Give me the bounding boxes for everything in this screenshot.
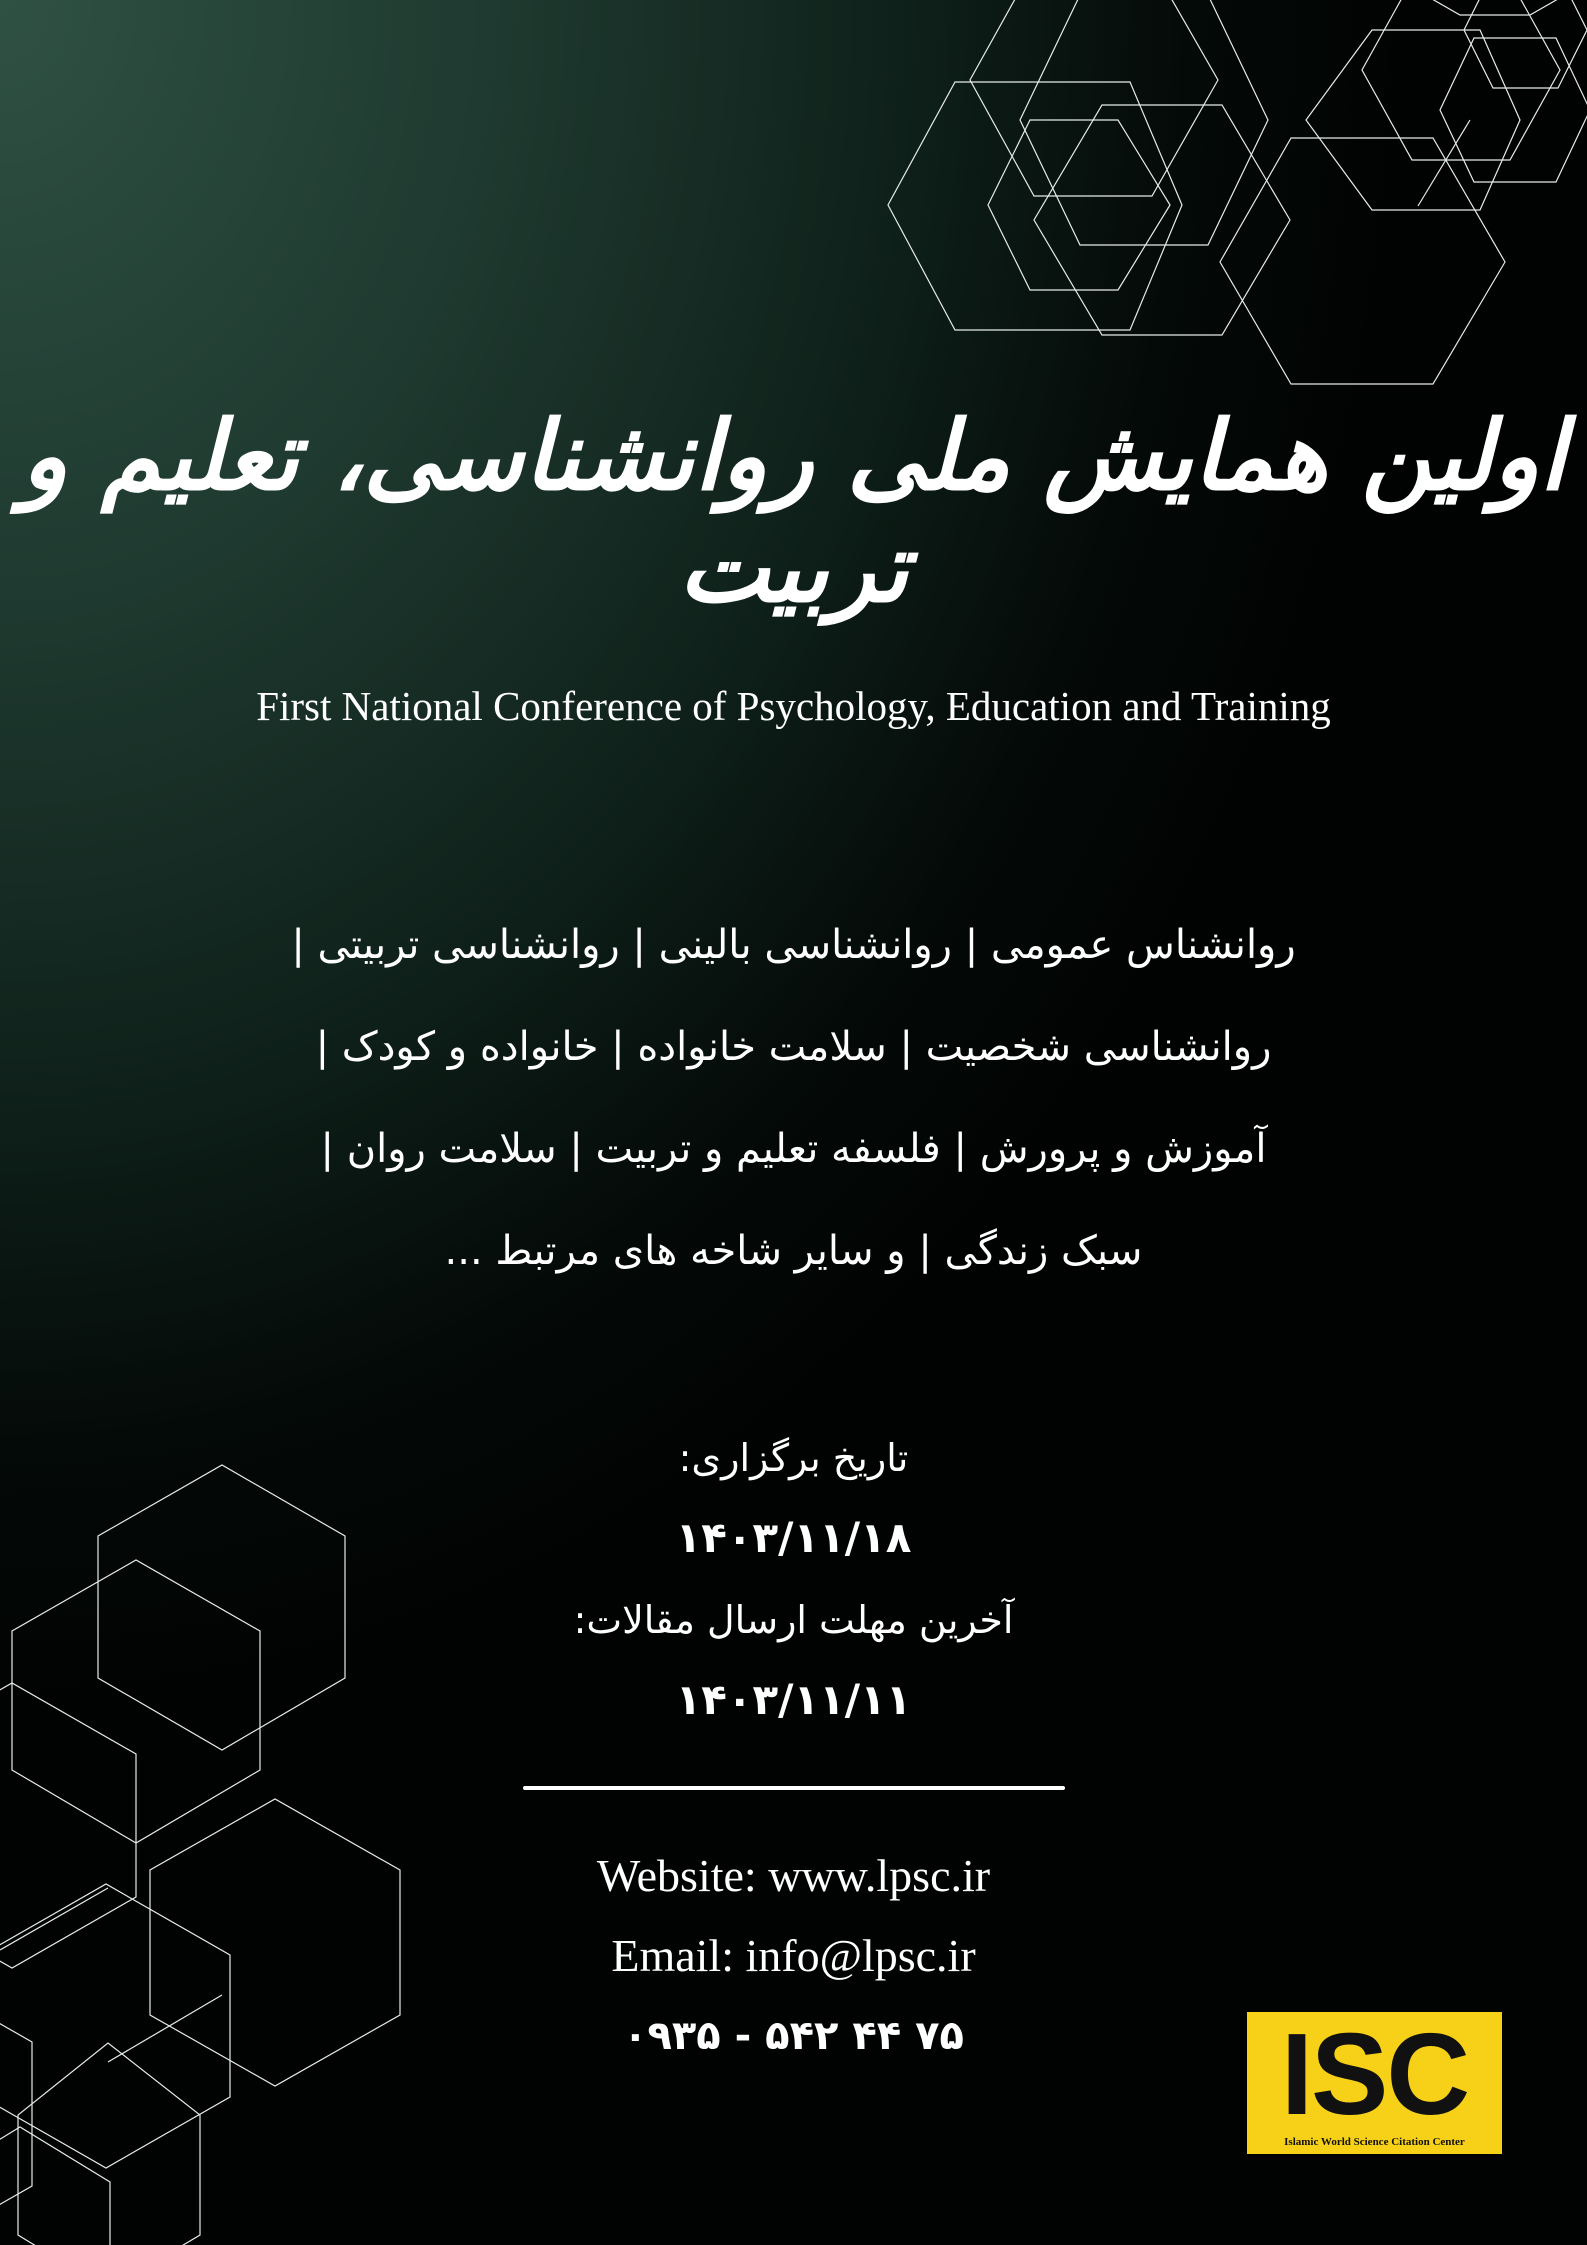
divider-line [523, 1786, 1065, 1790]
event-date-value: ۱۴۰۳/۱۱/۱۸ [675, 1513, 912, 1562]
hexagon-outline [1306, 30, 1520, 210]
hexagon-outline [0, 2127, 110, 2245]
isc-logo-mark: ISC [1280, 2009, 1469, 2139]
dates-section [0, 1428, 1587, 1752]
hexagon-outline [1464, 0, 1587, 88]
hexagon-outline [1425, 0, 1565, 15]
hexagon-outline [888, 82, 1182, 330]
hexagon-edge [1418, 120, 1470, 206]
isc-logo-caption: Islamic World Science Citation Center [1284, 2136, 1465, 2148]
persian-title: اولین همایش ملی روانشناسی، تعلیم و تربیت [21, 400, 1566, 624]
topic-line: روانشناسی شخصیت | سلامت خانواده | خانواده و کودک | [315, 1024, 1272, 1070]
topic-line: آموزش و پرورش | فلسفه تعلیم و تربیت | سلامت روان | [320, 1126, 1267, 1172]
hexagon-outline [988, 120, 1170, 290]
isc-logo [1247, 2009, 1502, 2154]
topic-line: روانشناس عمومی | روانشناسی بالینی | روانشناسی تربیتی | [291, 922, 1296, 968]
hexagon-outline [1020, 0, 1268, 245]
website-text: Website: www.lpsc.ir [596, 1850, 991, 1901]
hexagon-outline [1034, 105, 1290, 335]
email-text: Email: info@lpsc.ir [611, 1930, 976, 1981]
hexagon-cluster-top-right [888, 0, 1587, 384]
deadline-label: آخرین مهلت ارسال مقالات: [573, 1598, 1014, 1642]
phone-number: ۰۹۳۵ - ۵۴۲ ۴۴ ۷۵ [623, 2013, 964, 2059]
deadline-date-value: ۱۴۰۳/۱۱/۱۱ [675, 1675, 912, 1724]
event-date-label: تاریخ برگزاری: [678, 1436, 909, 1480]
english-title: First National Conference of Psychology, Education and Training [256, 683, 1331, 729]
topic-line: سبک زندگی | و سایر شاخه های مرتبط ... [444, 1228, 1143, 1274]
topics-list [0, 910, 1587, 1318]
